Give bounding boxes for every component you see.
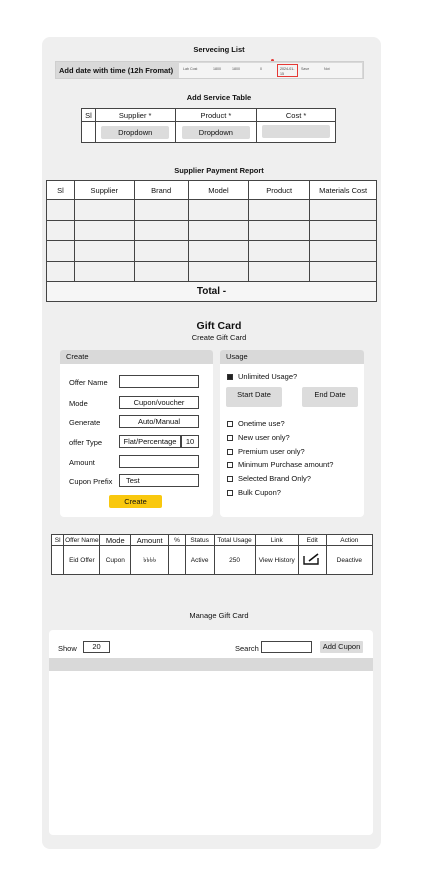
cupon-prefix-input[interactable]: Test: [119, 474, 199, 487]
deactive-action[interactable]: Deactive: [326, 546, 372, 575]
col-supplier: Supplier *: [95, 109, 175, 122]
search-input[interactable]: [261, 641, 312, 653]
manage-title: Manage Gift Card: [189, 611, 249, 620]
offer-type-value[interactable]: 10: [181, 435, 199, 448]
manage-card: [49, 630, 373, 835]
edit-icon[interactable]: [303, 553, 321, 565]
offer-name-input[interactable]: [119, 375, 199, 388]
selected-brand-option[interactable]: [227, 474, 311, 483]
col-sl: Sl: [52, 535, 64, 546]
col-edit: Edit: [298, 535, 326, 546]
checkbox-icon[interactable]: [227, 490, 233, 496]
table-row: [47, 200, 377, 221]
mode-label: Mode: [69, 399, 88, 408]
cost-input[interactable]: [262, 125, 330, 138]
checkbox-icon[interactable]: [227, 449, 233, 455]
new-user-label: New user only?: [238, 433, 290, 442]
offer-type-label: offer Type: [69, 438, 103, 447]
create-heading: Create: [60, 350, 213, 364]
date-bar: [55, 61, 364, 79]
product-dropdown[interactable]: Dropdown: [182, 126, 250, 139]
sl-cell: [52, 546, 64, 575]
col-product: Product: [249, 181, 310, 200]
mode-cell: Cupon: [100, 546, 131, 575]
col-sl: Sl: [47, 181, 75, 200]
date-row: [179, 63, 362, 78]
create-button[interactable]: Create: [109, 495, 162, 508]
usage-heading: Usage: [220, 350, 364, 364]
service-table: [81, 108, 336, 143]
report-total: Total -: [47, 282, 377, 302]
table-header-bar: [49, 658, 373, 671]
offers-table: [51, 534, 373, 575]
supplier-report-table: [46, 180, 377, 302]
cupon-prefix-label: Cupon Prefix: [69, 477, 113, 486]
selected-brand-label: Selected Brand Only?: [238, 474, 311, 483]
cost-cell-2: 1800: [232, 67, 240, 71]
gift-card-title: Gift Card: [196, 320, 242, 332]
add-cupon-button[interactable]: Add Cupon: [320, 641, 363, 653]
new-user-option[interactable]: [227, 433, 290, 442]
col-cost: Cost *: [257, 109, 336, 122]
unlimited-usage-option[interactable]: [227, 372, 297, 381]
onetime-use-option[interactable]: [227, 419, 285, 428]
table-row: [52, 546, 373, 575]
supplier-report-title: Supplier Payment Report: [174, 166, 264, 175]
mode-select[interactable]: Cupon/voucher: [119, 396, 199, 409]
col-action: Action: [326, 535, 372, 546]
checked-checkbox-icon[interactable]: [227, 374, 233, 380]
sl-cell: [82, 122, 96, 143]
search-label: Search: [235, 644, 259, 653]
start-date-button[interactable]: Start Date: [226, 387, 282, 407]
gift-card-subtitle: Create Gift Card: [191, 333, 247, 342]
supplier-dropdown[interactable]: Dropdown: [101, 126, 169, 139]
edit-cell: [298, 546, 326, 575]
col-link: Link: [255, 535, 298, 546]
amount-label: Amount: [69, 458, 95, 467]
lab-cost-label: Lab Cost: [183, 67, 198, 71]
col-materials-cost: Materials Cost: [310, 181, 377, 200]
min-purchase-option[interactable]: [227, 460, 333, 469]
table-row: [47, 220, 377, 241]
col-status: Status: [185, 535, 214, 546]
col-mode: Mode: [100, 535, 131, 546]
product-cell: [175, 122, 257, 143]
premium-user-label: Premium user only?: [238, 447, 305, 456]
col-percent: %: [169, 535, 185, 546]
bulk-cupon-option[interactable]: [227, 488, 281, 497]
onetime-use-label: Onetime use?: [238, 419, 285, 428]
col-amount: Amount: [131, 535, 169, 546]
checkbox-icon[interactable]: [227, 421, 233, 427]
offer-type-select[interactable]: Flat/Percentage: [119, 435, 181, 448]
cost-cell-3: 0: [260, 67, 262, 71]
generate-select[interactable]: Auto/Manual: [119, 415, 199, 428]
col-product: Product *: [175, 109, 257, 122]
bulk-cupon-label: Bulk Cupon?: [238, 488, 281, 497]
unlimited-usage-label: Unlimited Usage?: [238, 372, 298, 381]
cost-cell-1: 1800: [213, 67, 221, 71]
date-input[interactable]: 2024-01-15: [277, 64, 298, 77]
offer-name-cell: Eid Offer: [64, 546, 100, 575]
generate-label: Generate: [69, 418, 101, 427]
cost-cell: [257, 122, 336, 143]
supplier-cell: [95, 122, 175, 143]
total-usage-cell: 250: [214, 546, 255, 575]
checkbox-icon[interactable]: [227, 476, 233, 482]
checkbox-icon[interactable]: [227, 435, 233, 441]
note-link[interactable]: Not: [324, 67, 330, 71]
view-history-link[interactable]: View History: [255, 546, 298, 575]
create-card: [60, 350, 213, 517]
end-date-button[interactable]: End Date: [302, 387, 358, 407]
col-brand: Brand: [134, 181, 188, 200]
col-model: Model: [188, 181, 249, 200]
premium-user-option[interactable]: [227, 447, 305, 456]
percent-cell: [169, 546, 185, 575]
usage-card: [220, 350, 364, 517]
min-purchase-label: Minimum Purchase amount?: [238, 460, 334, 469]
offer-name-label: Offer Name: [69, 378, 108, 387]
save-link[interactable]: Save: [301, 67, 310, 71]
col-sl: Sl: [82, 109, 96, 122]
col-supplier: Supplier: [74, 181, 134, 200]
service-table-title: Add Service Table: [186, 93, 252, 102]
show-label: Show: [58, 644, 77, 653]
col-offer-name: Offer Name: [65, 536, 99, 544]
amount-input[interactable]: [119, 455, 199, 468]
col-total-usage: Total Usage: [214, 535, 255, 546]
date-label: Add date with time (12h Fromat): [59, 66, 174, 75]
show-count-select[interactable]: 20: [83, 641, 110, 653]
checkbox-icon[interactable]: [227, 462, 233, 468]
status-cell: Active: [185, 546, 214, 575]
amount-cell: ৳৳৳৳: [131, 546, 169, 575]
servicing-title: Servecing List: [193, 45, 245, 54]
table-row: [47, 241, 377, 262]
table-row: [47, 261, 377, 282]
